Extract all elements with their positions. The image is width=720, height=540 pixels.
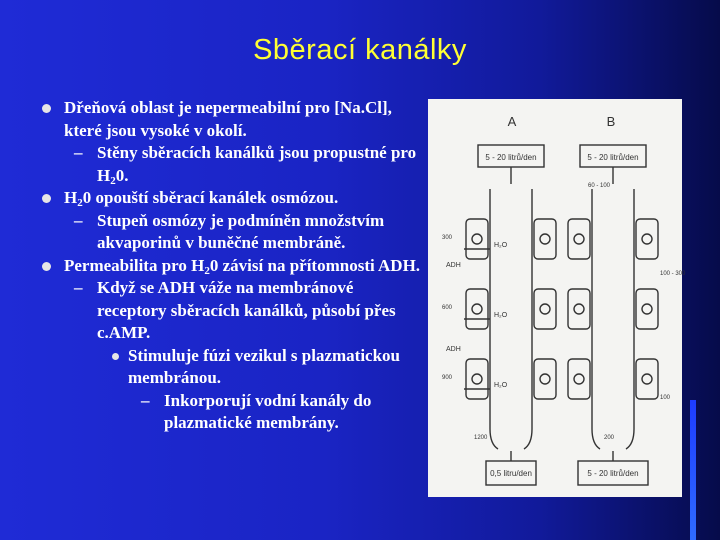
bullet-item [42, 142, 422, 187]
duct-a-walls [490, 189, 532, 449]
water-flow-arrows [464, 249, 490, 389]
bullet-text: Když se ADH váže na membránové receptory sběracích kanálků, působí přes c.AMP. [97, 278, 396, 342]
duct-a-cells [466, 219, 556, 399]
bullet-text: Inkorporují vodní kanály do plazmatické membrány. [164, 390, 372, 432]
left-scale-label: 1200 [474, 435, 488, 441]
duct-b-cells [568, 219, 658, 399]
subscript: 2 [77, 197, 83, 209]
dash-icon: – [141, 390, 150, 410]
subscript: 2 [204, 264, 210, 277]
bullet-dot-icon [42, 262, 51, 271]
bullet-text-tail: 0 opouští sběrací kanálek osmózou. [82, 188, 339, 207]
bullet-list [42, 97, 422, 435]
top-box-a-label: 5 - 20 litrů/den [485, 153, 537, 162]
left-scale-label: 600 [442, 305, 453, 311]
dash-icon: – [74, 143, 83, 162]
right-scale-label: 60 - 100 [588, 183, 611, 189]
right-scale-label: 100 - 300 [660, 271, 686, 277]
bottom-box-b-label: 5 - 20 litrů/den [587, 469, 639, 478]
collecting-duct-figure [428, 99, 686, 497]
adh-label: ADH [446, 346, 461, 353]
bullet-item [42, 210, 422, 255]
dash-icon: – [74, 278, 83, 297]
bullet-item [42, 345, 422, 390]
duct-diagram [428, 99, 686, 497]
bullet-text-tail: 0 závisí na přítomnosti ADH. [209, 255, 421, 275]
adh-label: ADH [446, 262, 461, 269]
duct-b-walls [592, 189, 634, 449]
right-scale-label: 100 [660, 395, 671, 401]
top-box-b-label: 5 - 20 litrů/den [587, 153, 639, 162]
bullet-text: Stimuluje fúzi vezikul s plazmatickou membránou. [128, 345, 401, 387]
h2o-label: H₂O [494, 312, 508, 319]
column-label-b: B [606, 114, 616, 129]
bullet-text: H [64, 188, 78, 207]
bottom-box-a-label: 0,5 litru/den [490, 469, 532, 478]
column-label-a: A [507, 114, 517, 129]
dash-icon: – [74, 210, 83, 230]
bullet-item [42, 255, 422, 278]
h2o-label: H₂O [494, 242, 508, 249]
bullet-text: Stěny sběracích kanálků jsou propustné pro H [97, 143, 417, 185]
bullet-dot-icon [42, 104, 51, 113]
bullet-item [42, 97, 422, 142]
right-scale-label: 200 [604, 435, 615, 441]
bullet-text-tail: 0. [115, 165, 129, 185]
slide-title: Sběrací kanálky [253, 34, 467, 66]
h2o-label: H₂O [494, 382, 508, 389]
bullet-item [42, 390, 422, 435]
bullet-text: Dřeňová oblast je nepermeabilní pro [Na.Cl], které jsou vysoké v okolí. [64, 98, 392, 140]
left-scale-label: 300 [442, 235, 453, 241]
bullet-item [42, 277, 422, 345]
bullet-text: Stupeň osmózy je podmíněn množstvím akvaporinů v buněčné membráně. [97, 210, 385, 252]
bullet-text: Permeabilita pro H [64, 255, 205, 275]
bullet-dot-icon [112, 353, 119, 360]
left-scale-label: 900 [442, 375, 453, 381]
bullet-dot-icon [42, 194, 51, 203]
decorative-line [690, 400, 696, 540]
bullet-item [42, 187, 422, 210]
subscript: 2 [110, 174, 116, 187]
